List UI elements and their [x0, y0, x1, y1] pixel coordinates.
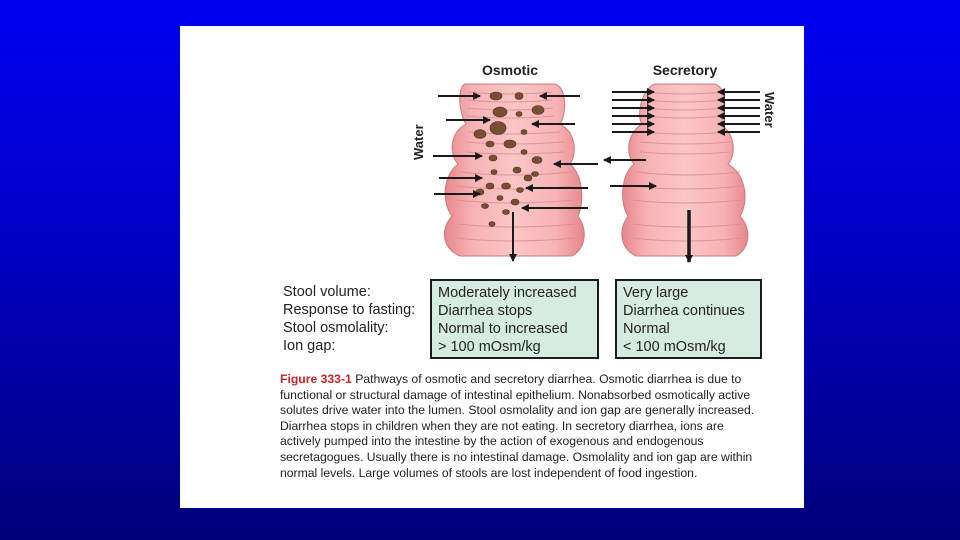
row-label: Ion gap:: [283, 338, 336, 354]
row-label: Stool osmolality:: [283, 320, 389, 336]
osmotic-intestine: [433, 84, 598, 261]
secretory-value: Normal: [623, 321, 670, 337]
caption-line: secretagogues. Usually there is no intestinal damage. Osmolality and ion gap are within: [280, 449, 753, 464]
diarrhea-diagram: [180, 26, 804, 296]
caption-line: Pathways of osmotic and secretory diarrhea. Osmotic diarrhea is due to: [355, 372, 742, 386]
secretory-intestine: [604, 84, 760, 262]
figure-slide: [180, 26, 804, 508]
caption-line: Diarrhea stops in children when they are not eating. In secretory diarrhea, ions are: [280, 418, 724, 433]
caption-line: solutes drive water into the lumen. Stool osmolality and ion gap are generally increased.: [280, 403, 755, 418]
osmotic-values-box: [430, 279, 599, 359]
secretory-title: Secretory: [652, 62, 718, 78]
secretory-water-label: Water: [762, 92, 777, 128]
osmotic-water-label: Water: [411, 124, 426, 160]
osmotic-value: > 100 mOsm/kg: [438, 339, 541, 355]
row-label: Stool volume:: [283, 284, 371, 300]
row-labels: [283, 283, 433, 355]
osmotic-value: Moderately increased: [438, 285, 577, 301]
osmotic-value: Normal to increased: [438, 321, 568, 337]
secretory-value: Very large: [623, 285, 689, 301]
caption-line: functional or structural damage of intestinal epithelium. Nonabsorbed osmotically active: [280, 387, 751, 402]
secretory-value: < 100 mOsm/kg: [623, 339, 726, 355]
row-label: Response to fasting:: [283, 302, 416, 318]
secretory-values-box: [615, 279, 762, 359]
caption-line: actively pumped into the intestine by the action of exogenous and endogenous: [280, 434, 704, 449]
figure-caption: [280, 372, 785, 481]
caption-line: normal levels. Large volumes of stools are lost independent of food ingestion.: [280, 465, 698, 480]
figure-label: Figure 333-1: [280, 372, 352, 386]
osmotic-value: Diarrhea stops: [438, 303, 533, 319]
secretory-value: Diarrhea continues: [623, 303, 745, 319]
osmotic-title: Osmotic: [481, 62, 539, 78]
